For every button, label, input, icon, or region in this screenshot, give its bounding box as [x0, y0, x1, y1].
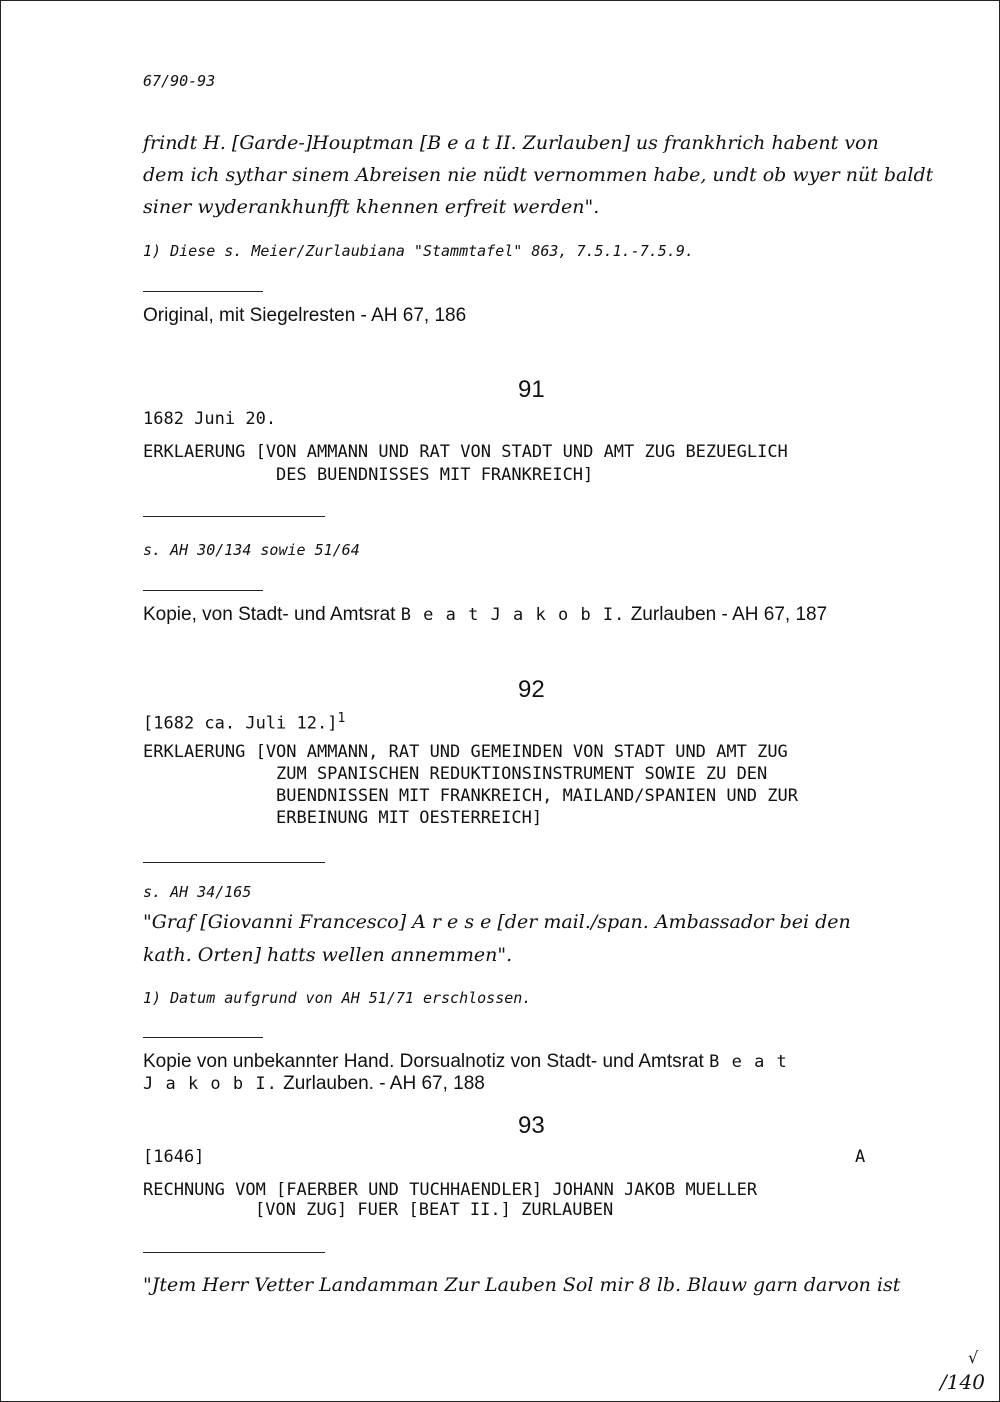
- rule: [143, 1252, 325, 1253]
- doc-number-91: 91: [518, 376, 545, 403]
- doc91-title-line-1: ERKLAERUNG [VON AMMANN UND RAT VON STADT UND AMT ZUG BEZUEGLICH: [143, 442, 788, 462]
- rule: [143, 1037, 263, 1038]
- doc91-source-b: Zurlauben - AH 67, 187: [630, 604, 828, 625]
- doc92-reference: s. AH 34/165: [143, 883, 252, 901]
- doc93-title-line-1: RECHNUNG VOM [FAERBER UND TUCHHAENDLER] JOHANN JAKOB MUELLER: [143, 1180, 758, 1200]
- doc92-date-text: [1682 ca. Juli 12.]: [143, 713, 338, 734]
- doc-number-92: 92: [518, 676, 545, 703]
- doc92-title-line-2: ZUM SPANISCHEN REDUKTIONSINSTRUMENT SOWIE ZU DEN: [276, 764, 768, 784]
- doc91-source: [143, 605, 827, 624]
- doc92-footnote-marker: 1: [337, 711, 346, 726]
- cont-source: Original, mit Siegelresten - AH 67, 186: [143, 305, 467, 326]
- doc91-title-line-2: DES BUENDNISSES MIT FRANKREICH]: [276, 465, 594, 485]
- rule: [143, 862, 325, 863]
- doc91-date: 1682 Juni 20.: [143, 409, 277, 429]
- rule: [143, 516, 325, 517]
- doc92-source-line-2: [143, 1074, 485, 1093]
- doc92-title-line-3: BUENDNISSEN MIT FRANKREICH, MAILAND/SPANIEN UND ZUR: [276, 786, 798, 806]
- cont-text-line-3: siner wyderankhunfft khennen erfreit werden".: [143, 196, 600, 218]
- doc92-quote-line-2: kath. Orten] hatts wellen annemmen".: [143, 944, 513, 966]
- doc91-source-a: Kopie, von Stadt- und Amtsrat: [143, 604, 396, 625]
- doc93-quote-line-1: "Jtem Herr Vetter Landamman Zur Lauben Sol mir 8 lb. Blauw garn darvon ist: [143, 1274, 901, 1296]
- rule: [143, 291, 263, 292]
- cont-text-line-2: dem ich sythar sinem Abreisen nie nüdt vernommen habe, undt ob wyer nüt baldt: [143, 164, 934, 186]
- doc93-date: [1646]: [143, 1147, 205, 1167]
- folio-number: /140: [940, 1370, 985, 1394]
- doc92-title-line-1: ERKLAERUNG [VON AMMANN, RAT UND GEMEINDEN VON STADT UND AMT ZUG: [143, 742, 788, 762]
- check-mark: √: [968, 1348, 979, 1367]
- doc92-source-line-1: [143, 1052, 788, 1071]
- doc92-quote-line-1: "Graf [Giovanni Francesco] A r e s e [der mail./span. Ambassador bei den: [143, 911, 851, 933]
- doc92-source-person-a: B e a t: [709, 1052, 788, 1072]
- doc92-source-text-a: Kopie von unbekannter Hand. Dorsualnotiz von Stadt- und Amtsrat: [143, 1051, 704, 1072]
- doc93-marker: A: [855, 1147, 866, 1167]
- doc92-source-text-b: Zurlauben. - AH 67, 188: [283, 1073, 485, 1094]
- doc91-reference: s. AH 30/134 sowie 51/64: [143, 541, 360, 559]
- rule: [143, 590, 263, 591]
- page-range-header: 67/90-93: [143, 72, 216, 90]
- doc91-source-person: B e a t J a k o b I.: [400, 605, 626, 625]
- cont-text-line-1: frindt H. [Garde-]Houptman [B e a t II. Zurlauben] us frankhrich habent von: [143, 132, 879, 154]
- cont-footnote: 1) Diese s. Meier/Zurlaubiana "Stammtafel" 863, 7.5.1.-7.5.9.: [143, 242, 694, 260]
- doc93-title-line-2: [VON ZUG] FUER [BEAT II.] ZURLAUBEN: [255, 1200, 614, 1220]
- doc92-footnote: 1) Datum aufgrund von AH 51/71 erschlossen.: [143, 989, 532, 1007]
- doc-number-93: 93: [518, 1112, 545, 1139]
- doc92-title-line-4: ERBEINUNG MIT OESTERREICH]: [276, 808, 543, 828]
- doc92-source-person-b: J a k o b I.: [143, 1074, 278, 1094]
- doc92-date: [143, 712, 345, 733]
